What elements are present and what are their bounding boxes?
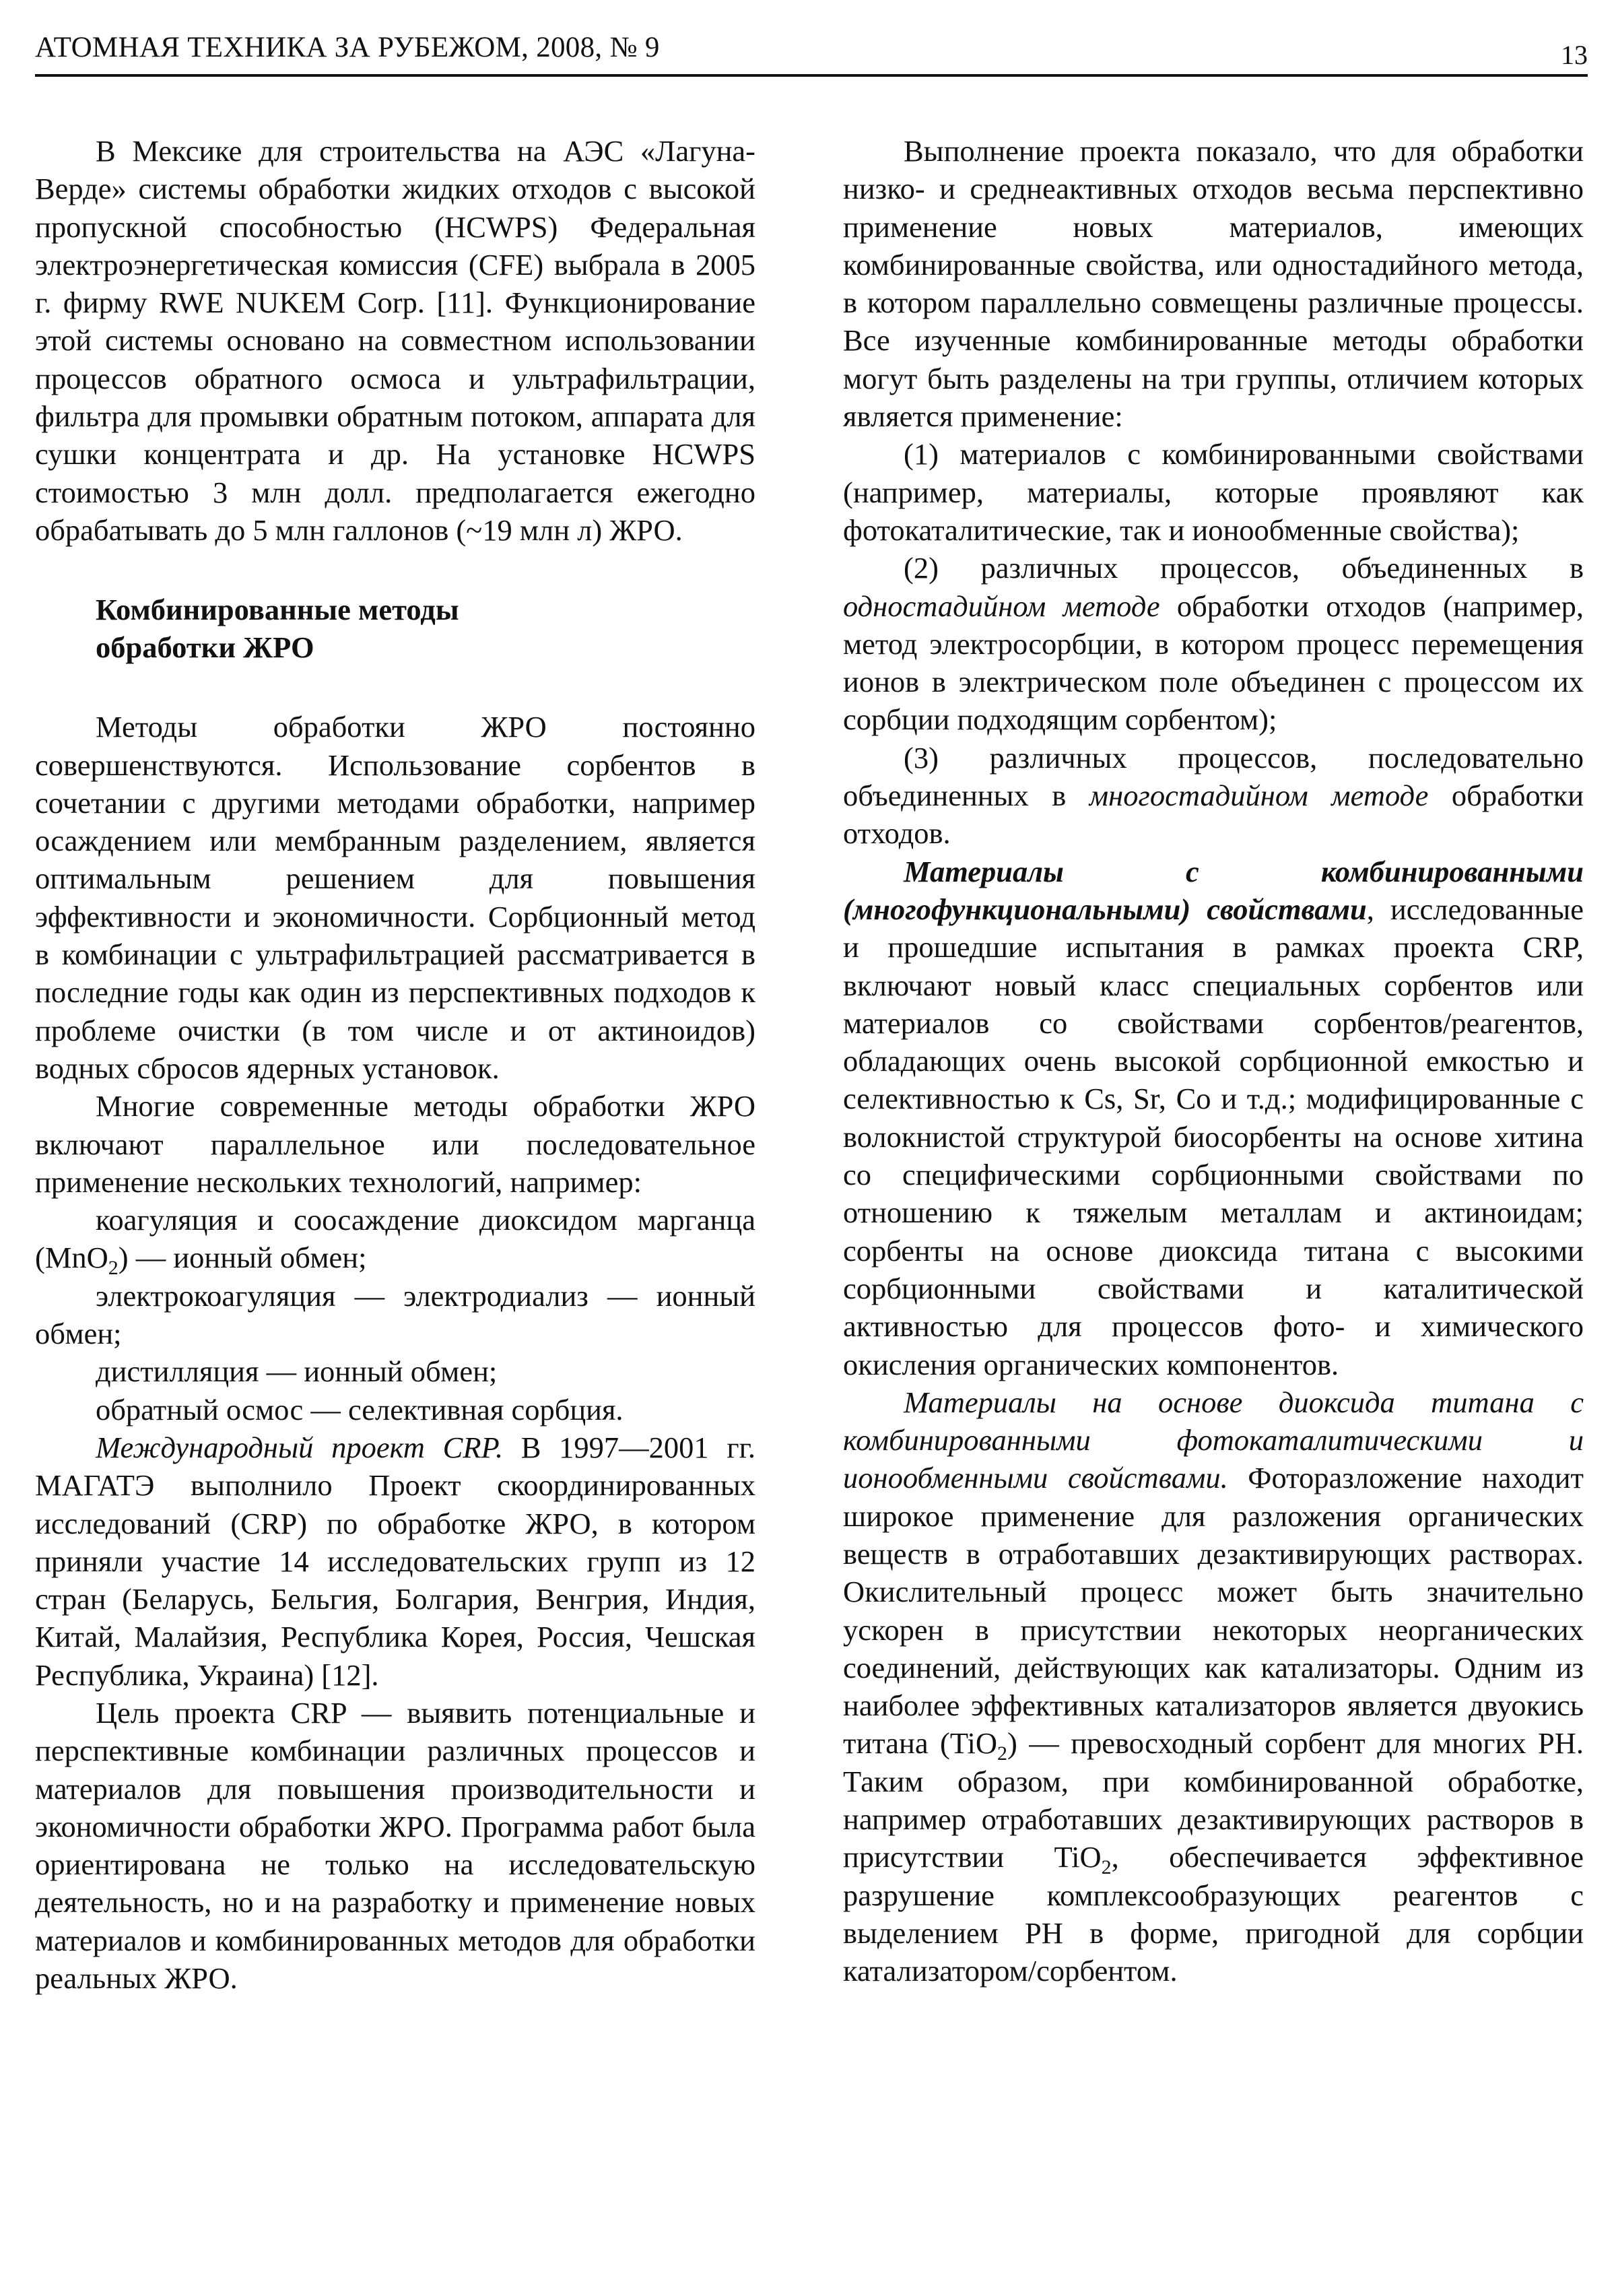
paragraph-crp-project: Международный проект CRP. В 1997—2001 гг. МАГАТЭ выполнило Проект скоординированных исследований (CRP) по обработке ЖРО, в котором приняли участие 14 исследовательских групп из 12 стран (Беларусь, Бельгия, Болгария, Венгрия, Индия, Китай, Малайзия, Республика Корея, Россия, Чешская Республика, Украина) [12]. (35, 1430, 755, 1692)
list-item-reverse-osmosis: обратный осмос — селективная сорбция. (96, 1392, 624, 1426)
running-header (35, 27, 1588, 74)
list-item-electrocoagulation: электрокоагуляция — электродиализ — ионный обмен; (35, 1278, 755, 1351)
right-column (843, 132, 1584, 1990)
group-item-2: (2) различных процессов, объединенных в одностадийном методе обработки отходов (например, метод электросорбции, в котором процесс перемещения ионов в электрическом поле объединен с процессом их сорбции подходящим сорбентом); (843, 551, 1584, 737)
group-item-3: (3) различных процессов, последовательно объединенных в многостадийном методе обработки отходов. (843, 740, 1584, 851)
paragraph-multifunctional-materials: Материалы с комбинированными (многофункциональными) свойствами, исследованные и прошедшие испытания в рамках проекта CRP, включают новый класс специальных сорбентов или материалов со свойствами сорбентов/реагентов, обладающих очень высокой сорбционной емкостью и селективностью к Cs, Sr, Co и т.д.; модифицированные с волокнистой структурой биосорбенты на основе хитина со специфическими сорбционными свойствами по отношению к тяжелым металлам и актиноидам; сорбенты на основе диоксида титана с высокими сорбционными свойствами и каталитической активностью для процессов фото- и химического окисления органических компонентов. (843, 854, 1584, 1381)
paragraph-methods: Методы обработки ЖРО постоянно совершенствуются. Использование сорбентов в сочетании с другими методами обработки, например осаждением или мембранным разделением, является оптимальным решением для повышения эффективности и экономичности. Сорбционный метод в комбинации с ультрафильтрацией рассматривается в последние годы как один из перспективных подходов к проблеме очистки (в том числе и от актиноидов) водных сбросов ядерных установок. (35, 710, 755, 1085)
list-item-distillation: дистилляция — ионный обмен; (96, 1354, 498, 1389)
paragraph-modern-methods: Многие современные методы обработки ЖРО включают параллельное или последовательное применение нескольких технологий, например: (35, 1089, 755, 1199)
section-heading: Комбинированные методы обработки ЖРО (96, 593, 459, 665)
group-item-1: (1) материалов с комбинированными свойствами (например, материалы, которые проявляют как фотокаталитические, так и ионообменные свойства); (843, 437, 1584, 547)
paragraph-project-results: Выполнение проекта показало, что для обработки низко- и среднеактивных отходов весьма перспективно применение новых материалов, имеющих комбинированные свойства, или одностадийного метода, в котором параллельно совмещены различные процессы. Все изученные комбинированные методы обработки могут быть разделены на три группы, отличием которых является применение: (843, 134, 1584, 434)
journal-title: АТОМНАЯ ТЕХНИКА ЗА РУБЕЖОМ, 2008, № 9 (35, 32, 660, 63)
paragraph-crp-goal: Цель проекта CRP — выявить потенциальные и перспективные комбинации различных процессов и материалов для повышения производительности и экономичности обработки ЖРО. Программа работ была ориентирована не только на исследовательскую деятельность, но и на разработку и применение новых материалов и комбинированных методов для обработки реальных ЖРО. (35, 1695, 755, 1996)
page-number: 13 (1561, 40, 1588, 70)
list-item-coagulation: коагуляция и соосаждение диоксидом марганца (MnO$_2$) — ионный обмен; (35, 1203, 755, 1280)
paragraph-titanium-dioxide: Материалы на основе диоксида титана с комбинированными фотокаталитическими и ионообменными свойствами. Фоторазложение находит широкое применение для разложения органических веществ в отработавших дезактивирующих растворах. Окислительный процесс может быть значительно ускорен в присутствии некоторых неорганических соединений, действующих как катализаторы. Одним из наиболее эффективных катализаторов является двуокись титана (TiO$_2$) — превосходный сорбент для многих РН. Таким образом, при комбинированной обработке, например отработавших дезактивирующих растворов в присутствии TiO$_2$, обеспечивается эффективное разрушение комплексообразующих реагентов с выделением РН в форме, пригодной для сорбции катализатором/сорбентом. (843, 1385, 1584, 1988)
paragraph-mexico: В Мексике для строительства на АЭС «Лагуна-Верде» системы обработки жидких отходов с высокой пропускной способностью (HCWPS) Федеральная электроэнергетическая комиссия (CFE) выбрала в 2005 г. фирму RWE NUKEM Corp. [11]. Функционирование этой системы основано на совместном использовании процессов обратного осмоса и ультрафильтрации, фильтра для промывки обратным потоком, аппарата для сушки концентрата и др. На установке HCWPS стоимостью 3 млн долл. предполагается ежегодно обрабатывать до 5 млн галлонов (~19 млн л) ЖРО. (35, 134, 755, 547)
left-column (35, 132, 755, 1997)
header-rule (35, 74, 1588, 77)
